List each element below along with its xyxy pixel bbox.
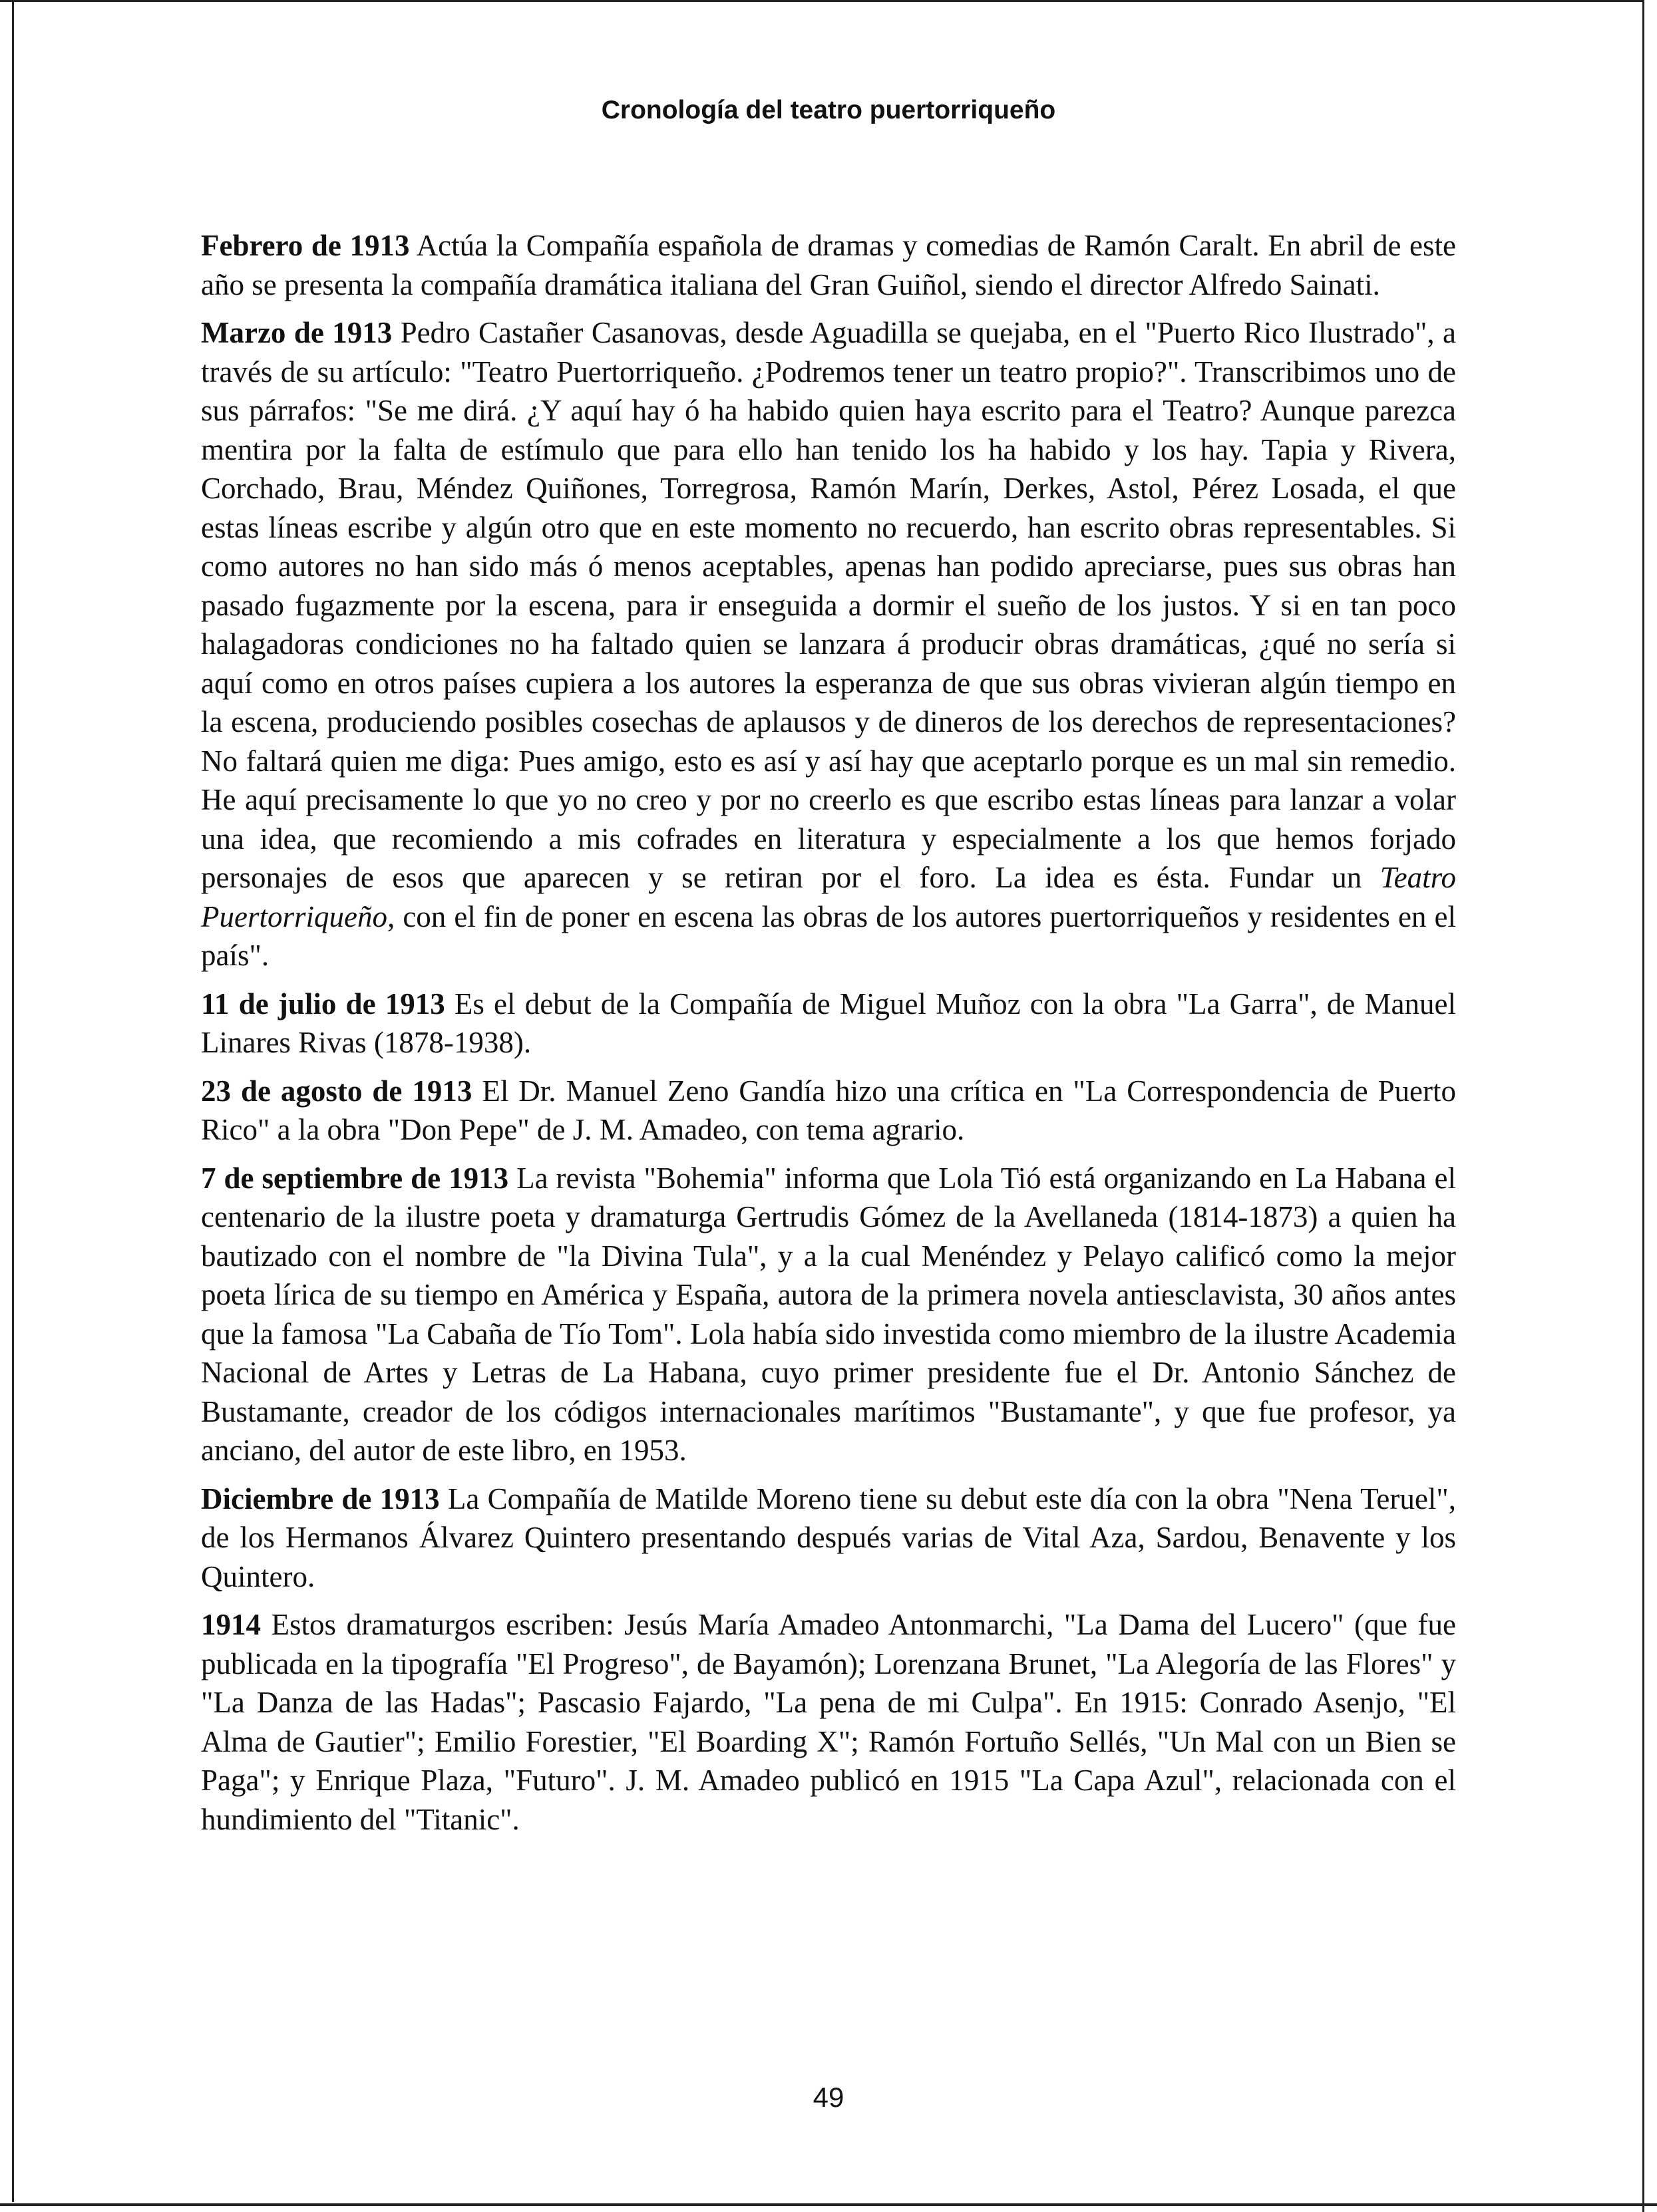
page-number: 49 (813, 2082, 844, 2113)
entry-1914 (201, 1605, 1456, 1839)
entry-text: Es el debut de la Compañía de Miguel Muñoz con la obra "La Garra", de Manuel Linares Rivas (1878-1938). (201, 987, 1456, 1059)
entry-jul-1913 (201, 985, 1456, 1062)
page-border-right (1642, 0, 1644, 2212)
page-title: Cronología del teatro puertorriqueño (601, 96, 1056, 124)
entry-sep-1913 (201, 1159, 1456, 1470)
page-border-bottom (0, 2203, 1657, 2206)
entry-text: El Dr. Manuel Zeno Gandía hizo una crítica en "La Correspondencia de Puerto Rico" a la obra "Don Pepe" de J. M. Amadeo, con tema agrario. (201, 1074, 1457, 1146)
page-border-top (0, 0, 1644, 2)
entry-date: Marzo de 1913 (201, 316, 393, 349)
entry-date: Diciembre de 1913 (201, 1482, 440, 1515)
entry-text: La revista "Bohemia" informa que Lola Tió está organizando en La Habana el centenario de la ilustre poeta y dramaturga Gertrudis Gómez de la Avellaneda (1814-1873) a quien ha bautizado con el nombre de "la Divina Tula", y a la cual Menéndez y Pelayo calificó como la mejor poeta lírica de su tiempo en América y España, autora de la primera novela antiesclavista, 30 años antes que la famosa "La Cabaña de Tío Tom". Lola había sido investida como miembro de la ilustre Academia Nacional de Artes y Letras de La Habana, cuyo primer presidente fue el Dr. Antonio Sánchez de Bustamante, creador de los códigos internacionales marítimos "Bustamante", y que fue profesor, ya anciano, del autor de este libro, en 1953. (201, 1161, 1456, 1467)
entry-date: 11 de julio de 1913 (201, 987, 445, 1021)
entry-dec-1913 (201, 1480, 1456, 1597)
entry-date: 23 de agosto de 1913 (201, 1074, 472, 1108)
entry-mar-1913 (201, 313, 1456, 975)
page-border-left (12, 0, 14, 2202)
entry-text: Pedro Castañer Casanovas, desde Aguadilla se quejaba, en el "Puerto Rico Ilustrado", a través de su artículo: "Teatro Puertorriqueño. ¿Podremos tener un teatro propio?". Transcribimos uno de sus párrafos: "Se me dirá. ¿Y aquí hay ó ha habido quien haya escrito para el Teatro? Aunque parezca mentira por la falta de estímulo que para ello han tenido los ha habido y los hay. Tapia y Rivera, Corchado, Brau, Méndez Quiñones, Torregrosa, Ramón Marín, Derkes, Astol, Pérez Losada, el que estas líneas escribe y algún otro que en este momento no recuerdo, han escrito obras representables. Si como autores no han sido más ó menos aceptables, apenas han podido apreciarse, pues sus obras han pasado fugazmente por la escena, para ir enseguida a dormir el sueño de los justos. Y si en tan poco halagadoras condiciones no ha faltado quien se lanzara á producir obras dramáticas, ¿qué no sería si aquí como en otros países cupiera a los autores la esperanza de que sus obras vivieran algún tiempo en la escena, produciendo posibles cosechas de aplausos y de dineros de los derechos de representaciones? No faltará quien me diga: Pues amigo, esto es así y así hay que aceptarlo porque es un mal sin remedio. He aquí precisamente lo que yo no creo y por no creerlo es que escribo estas líneas para lanzar a volar una idea, que recomiendo a mis cofrades en literatura y especialmente a los que hemos forjado personajes de esos que aparecen y se retiran por el foro. La idea es ésta. Fundar un (201, 316, 1457, 894)
entry-date: 1914 (201, 1608, 261, 1641)
entry-text: Actúa la Compañía española de dramas y comedias de Ramón Caralt. En abril de este año se presenta la compañía dramática italiana del Gran Guiñol, siendo el director Alfredo Sainati. (201, 229, 1456, 301)
entry-date: Febrero de 1913 (201, 229, 410, 262)
entry-text: Estos dramaturgos escriben: Jesús María Amadeo Antonmarchi, "La Dama del Lucero" (que fue publicada en la tipografía "El Progreso", de Bayamón); Lorenzana Brunet, "La Alegoría de las Flores" y "La Danza de las Hadas"; Pascasio Fajardo, "La pena de mi Culpa". En 1915: Conrado Asenjo, "El Alma de Gautier"; Emilio Forestier, "El Boarding X"; Ramón Fortuño Sellés, "Un Mal con un Bien se Paga"; y Enrique Plaza, "Futuro". J. M. Amadeo publicó en 1915 "La Capa Azul", relacionada con el hundimiento del "Titanic". (201, 1608, 1457, 1836)
chronology-body (201, 226, 1456, 1848)
entry-aug-1913 (201, 1072, 1456, 1150)
entry-date: 7 de septiembre de 1913 (201, 1161, 509, 1195)
entry-text: con el fin de poner en escena las obras de los autores puertorriqueños y residentes en el país". (201, 899, 1456, 972)
entry-text: La Compañía de Matilde Moreno tiene su debut este día con la obra "Nena Teruel", de los Hermanos Álvarez Quintero presentando después varias de Vital Aza, Sardou, Benavente y los Quintero. (201, 1482, 1456, 1593)
entry-text-italic: Teatro Puertorriqueño, (201, 861, 1456, 933)
entry-feb-1913 (201, 226, 1456, 304)
